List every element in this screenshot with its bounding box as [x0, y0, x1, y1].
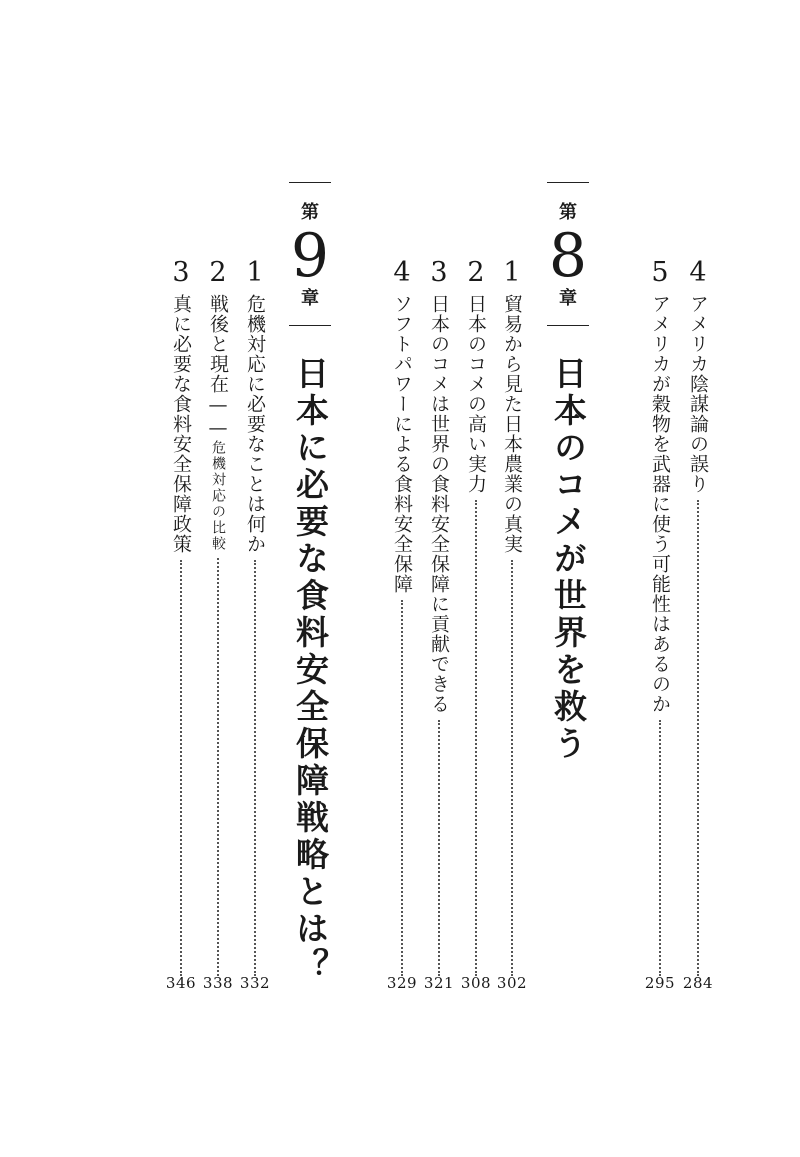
- heading-rule-top: [289, 182, 331, 183]
- chapter-9-heading: [280, 182, 340, 326]
- chapter-8-title[interactable]: 日本のコメが世界を救う: [549, 356, 588, 763]
- page-number: 332: [239, 974, 271, 992]
- section-number: 2: [209, 257, 227, 288]
- toc-entry-ch9-1[interactable]: [237, 258, 273, 976]
- toc-entry-ch8-1[interactable]: [494, 258, 530, 976]
- section-title: アメリカが穀物を武器に使う可能性はあるのか: [649, 294, 671, 714]
- leader-dots: [475, 500, 477, 976]
- toc-entry-ch9-2[interactable]: [200, 258, 236, 976]
- toc-entry-prev-5[interactable]: [642, 258, 678, 976]
- chapter-dai: 第: [559, 202, 577, 223]
- page-number: 346: [165, 974, 197, 992]
- section-title: 真に必要な食料安全保障政策: [170, 294, 192, 554]
- leader-dots: [697, 500, 699, 976]
- toc-entry-ch8-2[interactable]: [458, 258, 494, 976]
- page-number: 308: [460, 974, 492, 992]
- section-number: 2: [467, 257, 485, 288]
- section-title-group: [200, 294, 236, 552]
- page-number: 295: [644, 974, 676, 992]
- toc-entry-ch9-3[interactable]: [163, 258, 199, 976]
- chapter-9-title[interactable]: 日本に必要な食料安全保障戦略とは？: [291, 356, 330, 985]
- section-number: 1: [246, 257, 264, 288]
- leader-dots: [401, 600, 403, 976]
- leader-dots: [438, 720, 440, 976]
- section-number: 4: [689, 257, 707, 288]
- toc-entry-ch8-3[interactable]: [421, 258, 457, 976]
- leader-dots: [511, 560, 513, 976]
- chapter-sho: 章: [301, 288, 319, 309]
- section-title: 日本のコメの高い実力: [465, 294, 487, 494]
- page-number: 321: [423, 974, 455, 992]
- section-number: 4: [393, 257, 411, 288]
- section-number: 3: [430, 257, 448, 288]
- section-title: 貿易から見た日本農業の真実: [501, 294, 523, 554]
- leader-dots: [180, 560, 182, 976]
- section-number: 3: [172, 257, 190, 288]
- section-title: ソフトパワーによる食料安全保障: [391, 294, 413, 594]
- toc-entry-ch8-4[interactable]: [384, 258, 420, 976]
- page-number: 338: [202, 974, 234, 992]
- section-title: アメリカ陰謀論の誤り: [687, 294, 709, 494]
- section-title: 日本のコメは世界の食料安全保障に貢献できる: [428, 294, 450, 714]
- toc-entry-prev-4[interactable]: [680, 258, 716, 976]
- section-subtitle: 危機対応の比較: [210, 440, 226, 552]
- heading-rule-top: [547, 182, 589, 183]
- chapter-8-heading: [538, 182, 598, 326]
- leader-dots: [254, 560, 256, 976]
- chapter-number: 9: [290, 221, 330, 291]
- page-number: 284: [682, 974, 714, 992]
- heading-rule-bottom: [547, 325, 589, 326]
- leader-dots: [659, 720, 661, 976]
- heading-rule-bottom: [289, 325, 331, 326]
- page-number: 302: [496, 974, 528, 992]
- leader-dots: [217, 558, 219, 976]
- chapter-number: 8: [548, 221, 588, 291]
- page-number: 329: [386, 974, 418, 992]
- section-number: 5: [651, 257, 669, 288]
- chapter-sho: 章: [559, 288, 577, 309]
- section-number: 1: [503, 257, 521, 288]
- section-title: 危機対応に必要なことは何か: [244, 294, 266, 554]
- chapter-dai: 第: [301, 202, 319, 223]
- section-title: 戦後と現在——: [207, 294, 229, 440]
